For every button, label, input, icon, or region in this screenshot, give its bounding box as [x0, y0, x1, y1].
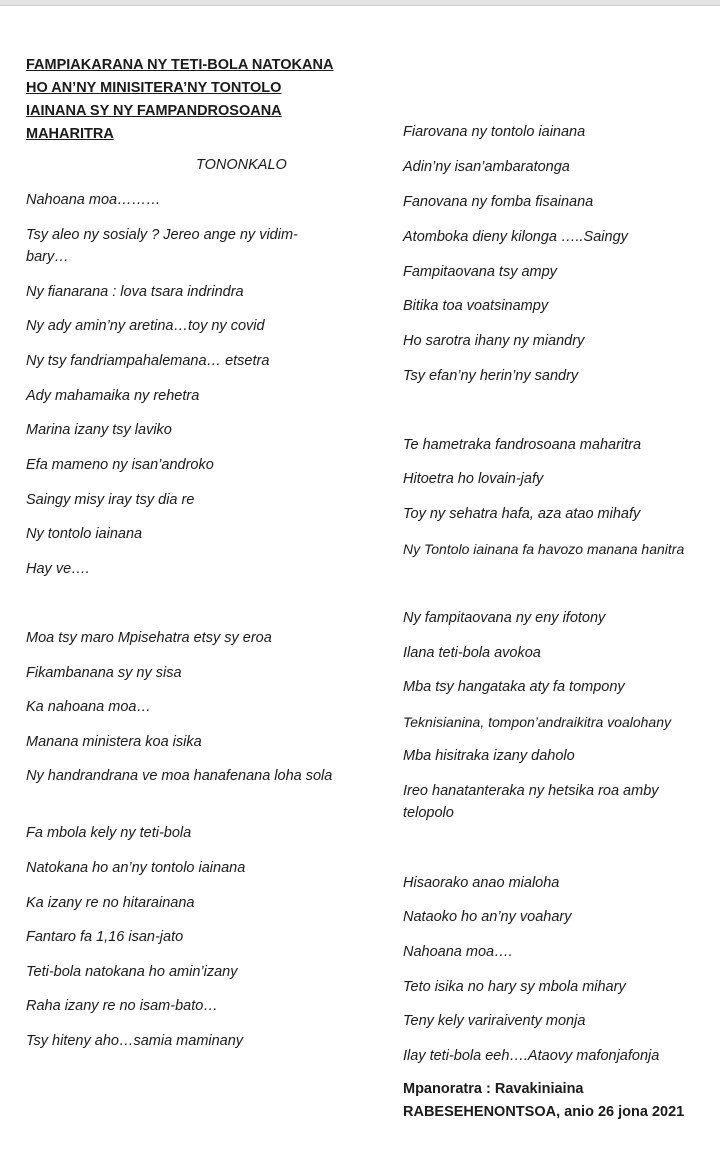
poem-line: Fantaro fa 1,16 isan-jato: [26, 929, 184, 945]
poem-line: Teto isika no hary sy mbola mihary: [403, 979, 626, 995]
poem-line: Mba tsy hangataka aty fa tompony: [403, 679, 625, 695]
poem-line: Hisaorako anao mialoha: [403, 875, 560, 891]
poem-line: Teknisianina, tompon’andraikitra voalohany: [403, 714, 671, 730]
poem-line: Toy ny sehatra hafa, aza atao mihafy: [403, 506, 641, 522]
poem-line: Efa mameno ny isan’androko: [26, 457, 214, 473]
poem-line: Tsy aleo ny sosialy ? Jereo ange ny vidim-bary…: [26, 227, 298, 265]
poem-subtitle: TONONKALO: [196, 157, 287, 173]
title-line-1: FAMPIAKARANA NY TETI-BOLA NATOKANA: [26, 57, 334, 73]
poem-line: Moa tsy maro Mpisehatra etsy sy eroa: [26, 630, 272, 646]
title-line-3: IAINANA SY NY FAMPANDROSOANA: [26, 103, 282, 119]
poem-line: Ireo hanatanteraka ny hetsika roa amby telopolo: [403, 783, 659, 821]
title-line-4: MAHARITRA: [26, 126, 114, 142]
top-border: [0, 0, 720, 6]
poem-line: Fanovana ny fomba fisainana: [403, 194, 594, 210]
poem-line: Ny tontolo iainana: [26, 526, 143, 542]
author-date-line: RABESEHENONTSOA, anio 26 jona 2021: [403, 1104, 685, 1120]
poem-line: Fampitaovana tsy ampy: [403, 264, 557, 280]
author-line: Mpanoratra : Ravakiniaina: [403, 1081, 584, 1097]
poem-line: Tsy efan’ny herin’ny sandry: [403, 368, 579, 384]
poem-line: Ilana teti-bola avokoa: [403, 645, 541, 661]
poem-line: Tsy hiteny aho…samia maminany: [26, 1033, 244, 1049]
poem-line: Fa mbola kely ny teti-bola: [26, 825, 192, 841]
poem-line: Nahoana moa….: [403, 944, 513, 960]
poem-line: Atomboka dieny kilonga …..Saingy: [403, 229, 628, 245]
poem-line: Ilay teti-bola eeh….Ataovy mafonjafonja: [403, 1048, 660, 1064]
poem-line: Ny Tontolo iainana fa havozo manana hanitra: [403, 541, 685, 557]
poem-line: Nahoana moa………: [26, 192, 161, 208]
poem-line: Ny tsy fandriampahalemana… etsetra: [26, 353, 270, 369]
poem-line: Ny fianarana : lova tsara indrindra: [26, 284, 244, 300]
poem-line: Hitoetra ho lovain-jafy: [403, 471, 544, 487]
poem-line: Fiarovana ny tontolo iainana: [403, 124, 586, 140]
poem-line: Ho sarotra ihany ny miandry: [403, 333, 585, 349]
poem-line: Ny ady amin’ny aretina…toy ny covid: [26, 318, 265, 334]
poem-line: Ka nahoana moa…: [26, 699, 151, 715]
poem-line: Teti-bola natokana ho amin’izany: [26, 964, 238, 980]
poem-line: Marina izany tsy laviko: [26, 422, 172, 438]
poem-line: Nataoko ho an’ny voahary: [403, 909, 572, 925]
poem-line: Te hametraka fandrosoana maharitra: [403, 437, 642, 453]
poem-line: Natokana ho an’ny tontolo iainana: [26, 860, 246, 876]
poem-line: Raha izany re no isam-bato…: [26, 998, 218, 1014]
poem-line: Mba hisitraka izany daholo: [403, 748, 575, 764]
poem-line: Hay ve….: [26, 561, 90, 577]
poem-line: Fikambanana sy ny sisa: [26, 665, 182, 681]
poem-line: Teny kely variraiventy monja: [403, 1013, 586, 1029]
title-line-2: HO AN’NY MINISITERA’NY TONTOLO: [26, 80, 282, 96]
poem-line: Adin’ny isan’ambaratonga: [403, 159, 570, 175]
poem-line: Ny handrandrana ve moa hanafenana loha sola: [26, 768, 333, 784]
poem-line: Ady mahamaika ny rehetra: [26, 388, 200, 404]
poem-line: Ny fampitaovana ny eny ifotony: [403, 610, 606, 626]
poem-line: Bitika toa voatsinampy: [403, 298, 549, 314]
poem-line: Manana ministera koa isika: [26, 734, 202, 750]
poem-line: Ka izany re no hitarainana: [26, 895, 195, 911]
poem-line: Saingy misy iray tsy dia re: [26, 492, 195, 508]
